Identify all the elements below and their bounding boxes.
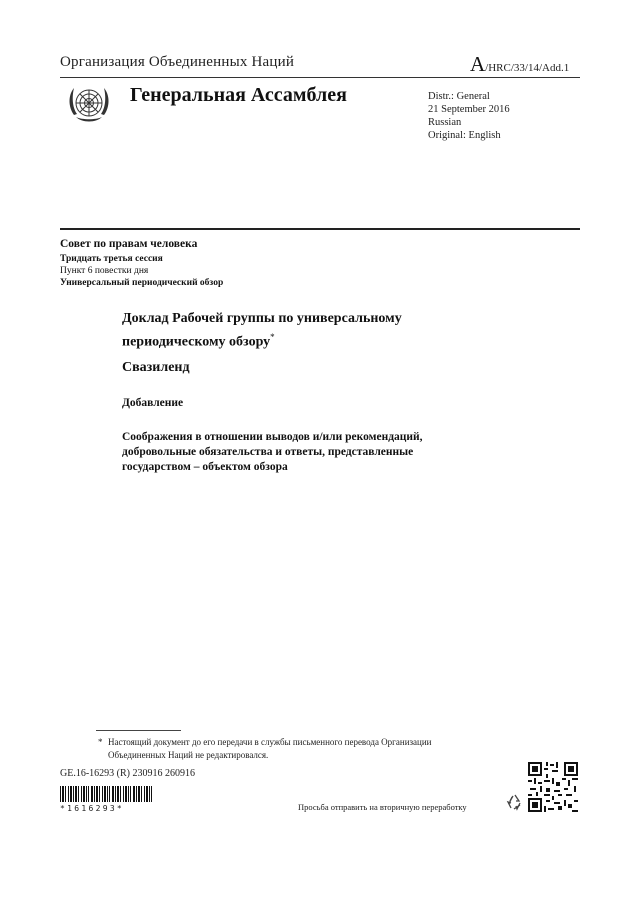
report-title-line-2 xyxy=(122,328,482,352)
views-title-line-1: Соображения в отношении выводов и/или рекомендаций, xyxy=(122,431,423,443)
footnote-line-1: Настоящий документ до его передачи в службы письменного перевода Организации xyxy=(108,737,432,747)
views-title xyxy=(122,430,502,475)
footnote-reference: * xyxy=(270,332,275,342)
agenda-item: Пункт 6 повестки дня xyxy=(60,266,149,276)
footnote-line-2: Объединенных Наций не редактировался. xyxy=(108,750,269,760)
footnote-rule xyxy=(96,730,181,731)
document-symbol-letter: A xyxy=(470,52,486,76)
council-name: Совет по правам человека xyxy=(60,238,198,250)
review-name: Универсальный периодический обзор xyxy=(60,278,224,288)
qr-code-icon xyxy=(528,762,578,812)
report-title-line-2-text: периодическому обзору xyxy=(122,334,271,350)
original-language: Original: English xyxy=(428,130,501,141)
document-symbol-code: /HRC/33/14/Add.1 xyxy=(485,62,570,74)
general-assembly-title: Генеральная Ассамблея xyxy=(130,84,347,106)
report-title-line-1: Доклад Рабочей группы по универсальному xyxy=(122,311,402,326)
barcode-number: *1616293* xyxy=(60,804,125,813)
recycle-icon xyxy=(505,792,525,812)
document-date: 21 September 2016 xyxy=(428,104,510,115)
job-number: GE.16-16293 (R) 230916 260916 xyxy=(60,768,195,779)
document-symbol xyxy=(470,52,569,77)
title-rule xyxy=(60,228,580,230)
distribution-type: Distr.: General xyxy=(428,91,490,102)
views-title-line-3: государством – объектом обзора xyxy=(122,461,288,473)
distribution-block xyxy=(428,90,510,142)
country-name: Свазиленд xyxy=(122,360,190,375)
addendum-label: Добавление xyxy=(122,397,184,409)
recycle-note: Просьба отправить на вторичную переработку xyxy=(298,802,467,812)
report-title xyxy=(122,310,482,352)
organization-name: Организация Объединенных Наций xyxy=(60,54,295,70)
footnote xyxy=(98,736,528,762)
document-language: Russian xyxy=(428,117,462,128)
session-name: Тридцать третья сессия xyxy=(60,254,163,264)
un-emblem-icon xyxy=(64,83,114,125)
header-rule xyxy=(60,77,580,78)
footnote-mark: * xyxy=(98,737,103,747)
views-title-line-2: добровольные обязательства и ответы, представленные xyxy=(122,446,414,458)
